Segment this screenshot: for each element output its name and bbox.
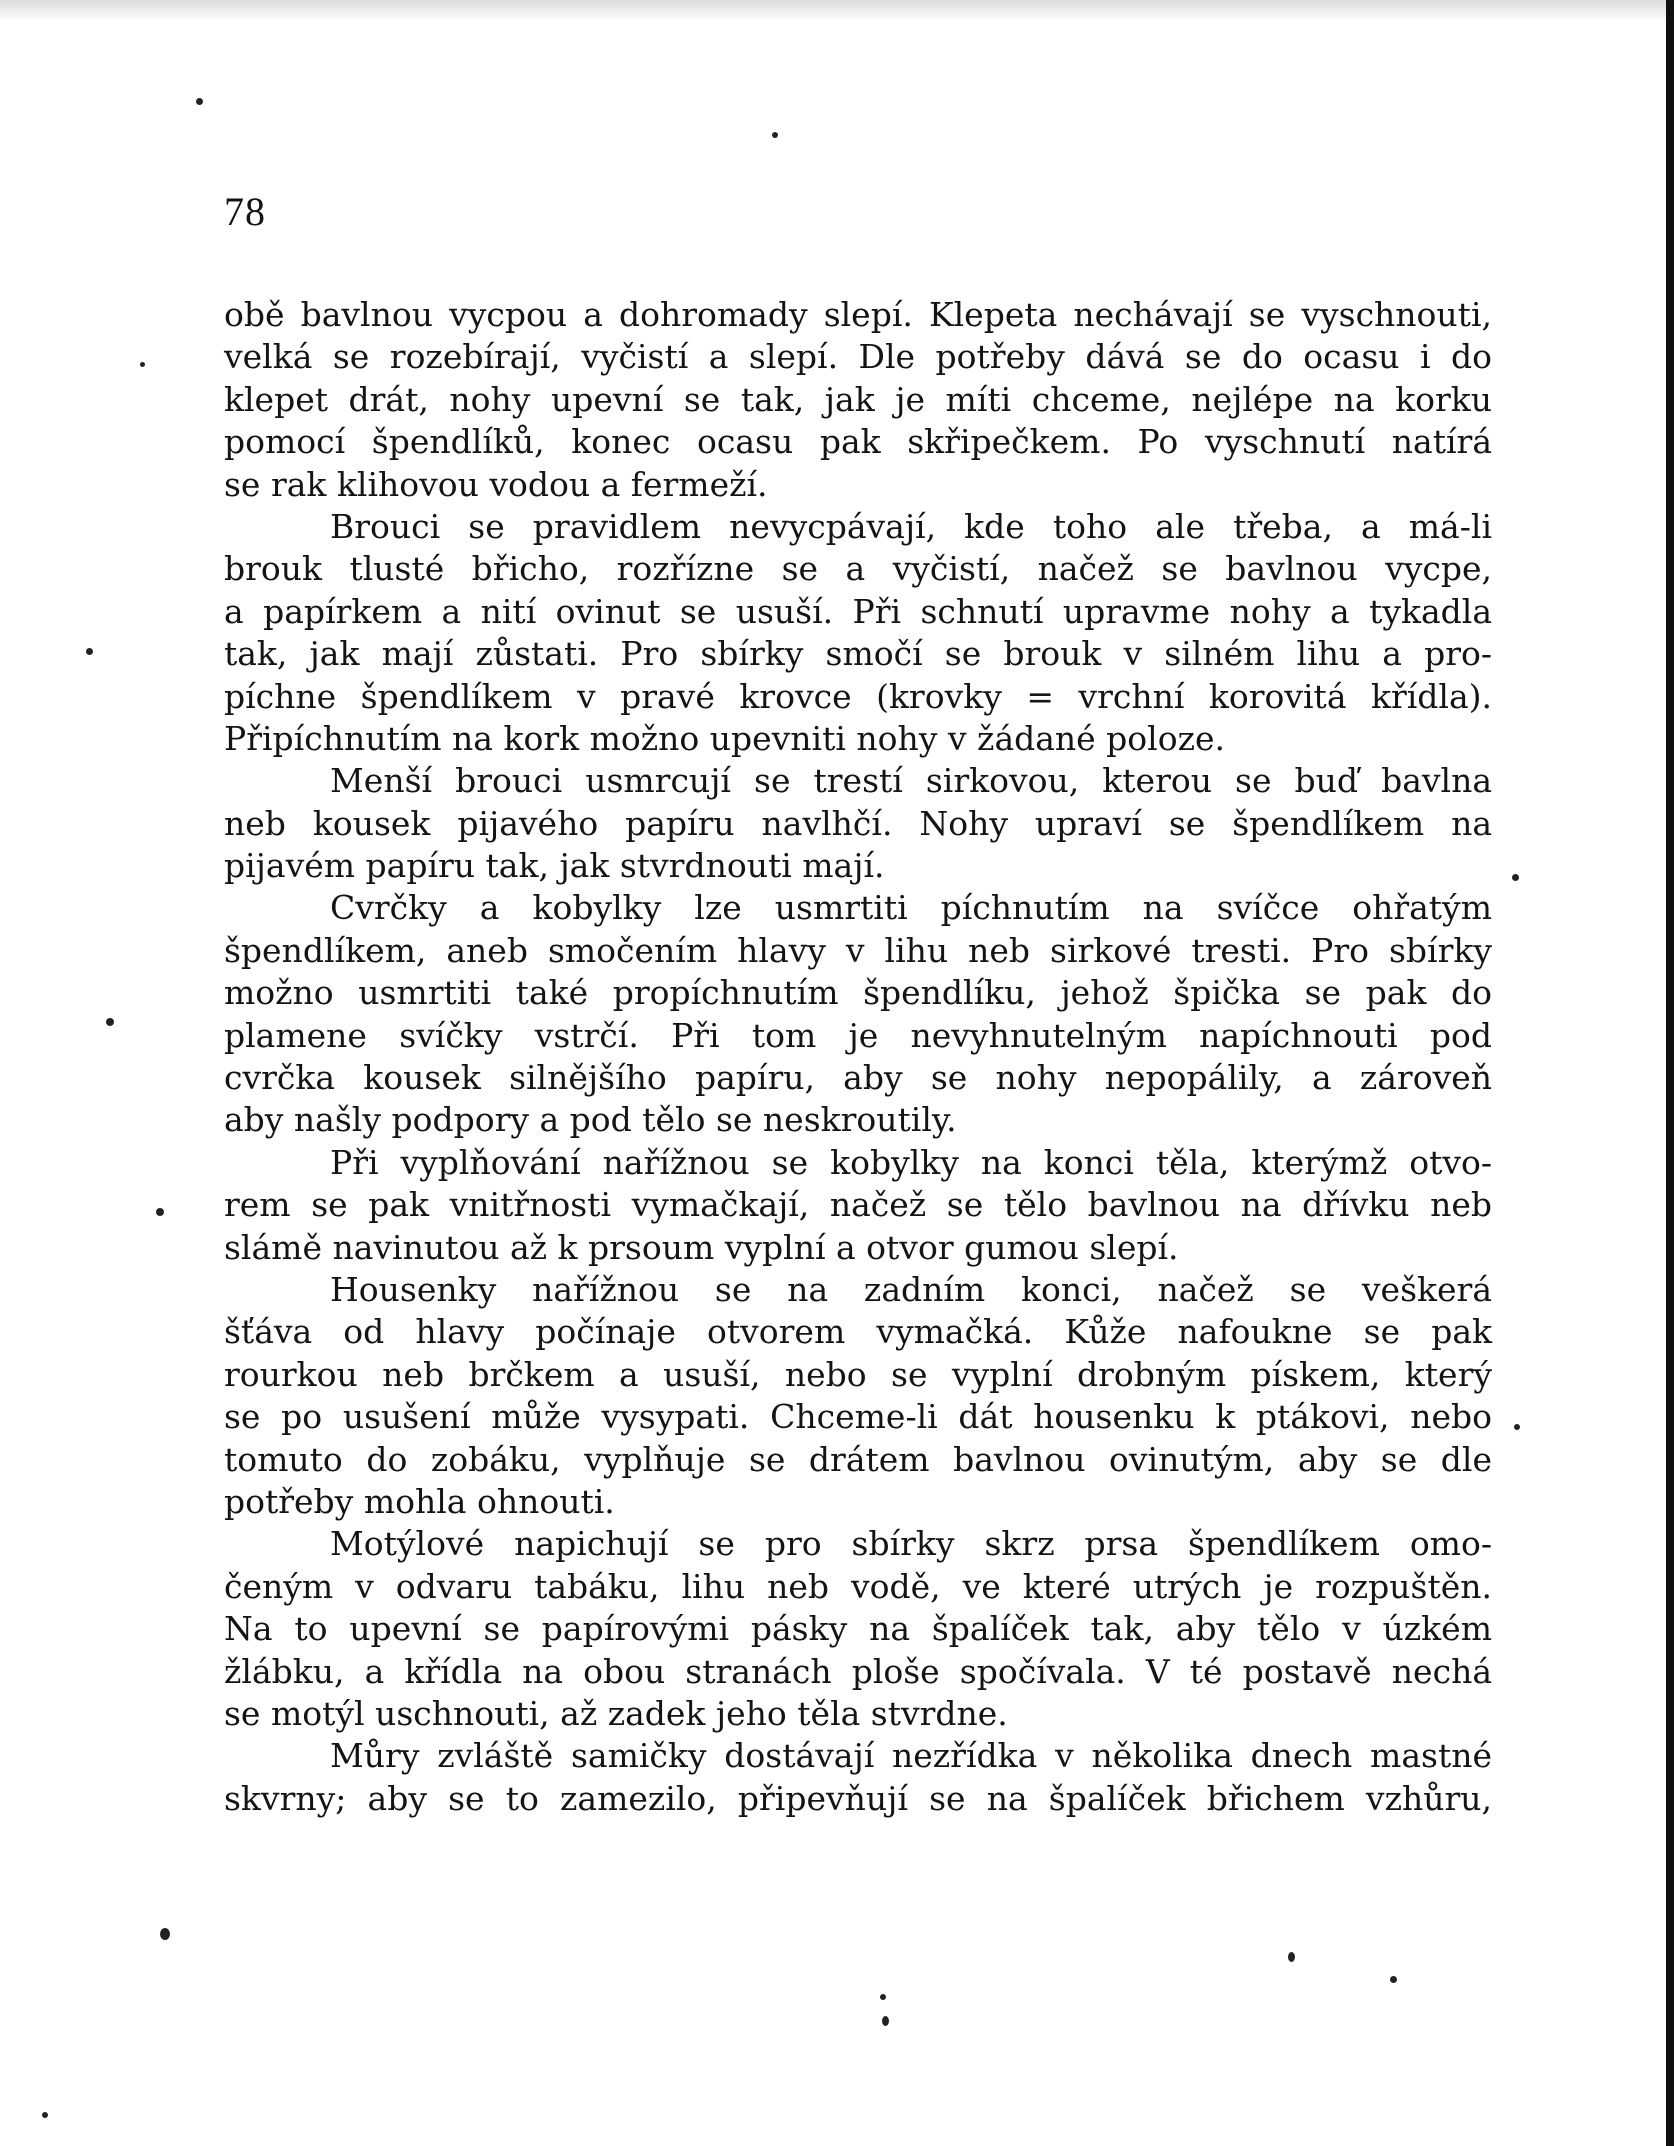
text-line: se rak klihovou vodou a fermeží. [224,464,768,504]
scan-speck [1514,1424,1520,1430]
text-line: čeným v odvaru tabáku, lihu neb vodě, ve které utrých je rozpuštěn. [224,1566,1492,1606]
text-line: žlábku, a křídla na obou stranách ploše spočívala. V té postavě nechá [224,1651,1492,1691]
text-line: cvrčka kousek silnějšího papíru, aby se nohy nepopálily, a zároveň [224,1058,1492,1098]
text-line: klepet drát, nohy upevní se tak, jak je míti chceme, nejlépe na korku [224,379,1492,419]
text-line: tomuto do zobáku, vyplňuje se drátem bavlnou ovinutým, aby se dle [224,1439,1492,1479]
scan-speck [86,648,93,655]
text-line: rem se pak vnitřnosti vymačkají, načež se tělo bavlnou na dřívku neb [224,1185,1492,1225]
scan-speck [106,1018,114,1026]
text-line: brouk tlusté břicho, rozřízne se a vyčistí, načež se bavlnou vycpe, [224,549,1492,589]
text-line: obě bavlnou vycpou a dohromady slepí. Klepeta nechávají se vyschnouti, [224,295,1492,334]
page-top-shadow [0,0,1674,22]
text-line: pomocí špendlíků, konec ocasu pak skřipečkem. Po vyschnutí natírá [224,422,1492,462]
text-line: skvrny; aby se to zamezilo, připevňují se na špalíček břichem vzhůru, [224,1778,1492,1818]
text-line: Při vyplňování nařížnou se kobylky na konci těla, kterýmž otvo- [330,1142,1492,1182]
text-line: potřeby mohla ohnouti. [224,1481,615,1521]
text-line: Motýlové napichují se pro sbírky skrz prsa špendlíkem omo- [330,1524,1492,1564]
text-line: píchne špendlíkem v pravé krovce (krovky = vrchní korovitá křídla). [224,676,1492,716]
text-line: Na to upevní se papírovými pásky na špalíček tak, aby tělo v úzkém [224,1609,1492,1649]
scan-speck [772,132,778,138]
text-line: se po usušení může vysypati. Chceme-li dát housenku k ptákovi, nebo [224,1397,1492,1437]
scan-speck [880,1994,886,2000]
text-line: Můry zvláště samičky dostávají nezřídka v několika dnech mastné [330,1736,1492,1776]
text-line: pijavém papíru tak, jak stvrdnouti mají. [224,846,885,886]
body-text [224,294,1492,1820]
scan-speck [42,2112,48,2118]
text-line: Připíchnutím na kork možno upevniti nohy v žádané poloze. [224,718,1226,758]
scan-speck [1512,874,1519,881]
text-line: rourkou neb brčkem a usuší, nebo se vyplní drobným pískem, který [224,1354,1492,1394]
text-line: Brouci se pravidlem nevycpávají, kde toho ale třeba, a má-li [330,506,1492,546]
text-line: Cvrčky a kobylky lze usmrtiti píchnutím na svíčce ohřatým [330,888,1492,928]
scan-speck [140,362,145,367]
scan-speck [196,98,203,105]
text-line: šťáva od hlavy počínaje otvorem vymačká. Kůže nafoukne se pak [224,1312,1492,1352]
text-line: se motýl uschnouti, až zadek jeho těla stvrdne. [224,1693,1008,1733]
text-line: a papírkem a nití ovinut se usuší. Při schnutí upravme nohy a tykadla [224,591,1492,631]
text-line: možno usmrtiti také propíchnutím špendlíku, jehož špička se pak do [224,973,1492,1013]
page-number: 78 [224,189,266,234]
text-line: neb kousek pijavého papíru navlhčí. Nohy upraví se špendlíkem na [224,803,1492,843]
scan-speck [160,1928,170,1940]
scan-speck [1390,1976,1397,1983]
text-line: velká se rozebírají, vyčistí a slepí. Dle potřeby dává se do ocasu i do [224,337,1492,377]
text-line: tak, jak mají zůstati. Pro sbírky smočí se brouk v silném lihu a pro- [224,634,1492,674]
scan-speck [156,1208,164,1216]
text-line: slámě navinutou až k prsoum vyplní a otvor gumou slepí. [224,1227,1179,1267]
text-line: špendlíkem, aneb smočením hlavy v lihu neb sirkové tresti. Pro sbírky [224,930,1492,970]
page-right-edge [1666,0,1674,2146]
text-line: plamene svíčky vstrčí. Při tom je nevyhnutelným napíchnouti pod [224,1015,1492,1055]
scan-speck [1288,1952,1295,1962]
scan-speck [882,2016,889,2026]
text-line: Menší brouci usmrcují se trestí sirkovou, kterou se buď bavlna [330,761,1492,801]
text-line: Housenky nařížnou se na zadním konci, načež se veškerá [330,1269,1492,1309]
text-line: aby našly podpory a pod tělo se neskroutily. [224,1100,957,1140]
